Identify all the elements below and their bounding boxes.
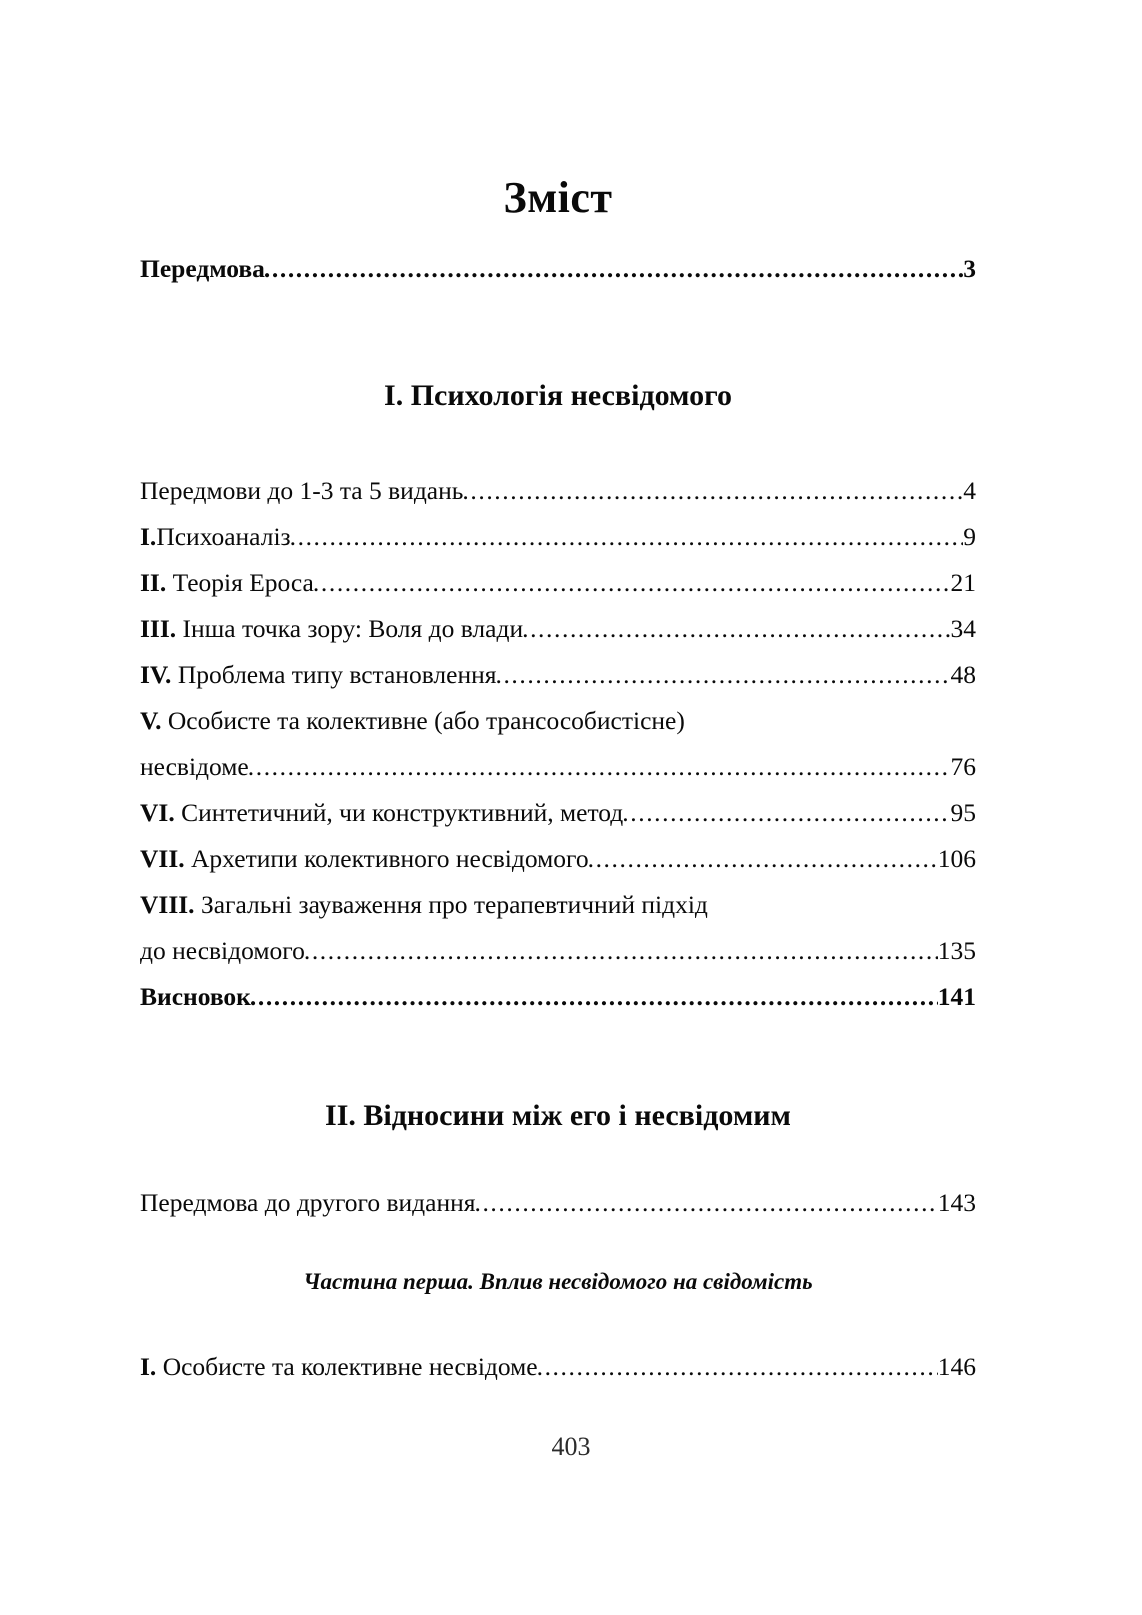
toc-entry-label-continued: до несвідомого xyxy=(140,936,305,965)
toc-entry-label xyxy=(140,1344,538,1390)
toc-entry-numeral: I. xyxy=(140,522,157,551)
toc-entry-title: Загальні зауваження про терапевтичний підхід xyxy=(194,890,708,919)
toc-entry-label xyxy=(140,606,523,652)
toc-entry-line-wrapped xyxy=(140,744,976,790)
toc-entry[interactable] xyxy=(140,514,976,560)
toc-entry[interactable] xyxy=(140,974,976,1020)
toc-entry-line xyxy=(140,606,976,652)
toc-entry-line-wrapped xyxy=(140,928,976,974)
toc-entry-title: Психоаналіз xyxy=(156,522,291,551)
toc-entry-line xyxy=(140,1344,976,1390)
toc-entry-label xyxy=(140,836,589,882)
toc-entry-line xyxy=(140,836,976,882)
dot-leader xyxy=(264,246,963,292)
toc-page-number: 48 xyxy=(950,660,976,689)
toc-entry-line xyxy=(140,652,976,698)
toc-page-number: 146 xyxy=(937,1351,976,1381)
toc-entry[interactable] xyxy=(140,698,976,790)
dot-leader xyxy=(537,1344,938,1390)
toc-entry[interactable] xyxy=(140,882,976,974)
dot-leader xyxy=(250,974,938,1020)
toc-entry-numeral: VI. xyxy=(140,798,175,827)
toc-entry-line xyxy=(140,698,976,744)
part-heading: Частина перша. Вплив несвідомого на свідомість xyxy=(303,1269,813,1294)
toc-entry-line xyxy=(140,974,976,1020)
toc-entry[interactable] xyxy=(140,652,976,698)
toc-page-number: 34 xyxy=(950,614,976,643)
toc-entry-title: Особисте та колективне (або трансособистісне) xyxy=(161,706,685,735)
toc-entry-label xyxy=(140,790,623,836)
toc-entry-label: Передмова до другого видання xyxy=(140,1188,476,1217)
dot-leader xyxy=(248,744,951,790)
dot-leader xyxy=(290,514,964,560)
toc-page-number: 21 xyxy=(950,568,976,597)
toc-entry-title: Інша точка зору: Воля до влади xyxy=(176,614,524,643)
toc-entry-label: Висновок xyxy=(140,982,251,1011)
toc-entry[interactable] xyxy=(140,1180,976,1226)
toc-entry-numeral: I. xyxy=(140,1351,157,1381)
toc-entry-line xyxy=(140,790,976,836)
toc-entry[interactable] xyxy=(140,606,976,652)
toc-entry-title: Проблема типу встановлення xyxy=(171,660,497,689)
toc-entry-title: Теорія Ероса xyxy=(166,568,314,597)
dot-leader xyxy=(462,468,963,514)
toc-entry-line xyxy=(140,246,976,292)
toc-section-1-list xyxy=(140,414,976,1020)
toc-page-number: 135 xyxy=(937,936,976,965)
toc-part-list xyxy=(140,1296,976,1390)
folio-page-number: 403 xyxy=(551,1432,591,1461)
page-title: Зміст xyxy=(503,173,613,222)
toc-entry[interactable] xyxy=(140,468,976,514)
toc-entry[interactable] xyxy=(140,246,976,292)
toc-entry-line xyxy=(140,1180,976,1226)
toc-entry-title: Особисте та колективне несвідоме xyxy=(156,1351,538,1381)
toc-page-number: 143 xyxy=(937,1188,976,1217)
toc-entry-numeral: VIII. xyxy=(140,890,195,919)
toc-entry-label: Передмови до 1-3 та 5 видань xyxy=(140,476,464,505)
toc-entry[interactable] xyxy=(140,836,976,882)
toc-entry-label: Передмова xyxy=(140,254,265,283)
toc-page-number: 4 xyxy=(963,476,976,505)
toc-content xyxy=(140,0,976,1390)
toc-entry-title: Архетипи колективного несвідомого xyxy=(184,844,589,873)
toc-entry-line xyxy=(140,882,976,928)
dot-leader xyxy=(495,652,950,698)
toc-front-matter-list xyxy=(140,220,976,292)
dot-leader xyxy=(474,1180,937,1226)
toc-entry-label xyxy=(140,652,496,698)
toc-page-number: 3 xyxy=(963,254,976,283)
toc-entry-label xyxy=(140,514,291,560)
toc-page-number: 76 xyxy=(950,752,976,781)
dot-leader xyxy=(313,560,951,606)
toc-entry-line xyxy=(140,514,976,560)
section-heading-1: I. Психологія несвідомого xyxy=(384,379,732,412)
toc-page-number: 9 xyxy=(963,522,976,551)
section-heading-2: II. Відносини між его і несвідомим xyxy=(325,1099,791,1132)
toc-entry-numeral: VII. xyxy=(140,844,185,873)
toc-entry-title: Синтетичний, чи конструктивний, метод xyxy=(174,798,624,827)
toc-entry-numeral: III. xyxy=(140,614,177,643)
toc-entry-label xyxy=(140,560,314,606)
toc-page-number: 141 xyxy=(937,982,976,1011)
toc-entry-line xyxy=(140,468,976,514)
toc-entry-numeral: II. xyxy=(140,568,167,597)
toc-page-number: 106 xyxy=(937,844,976,873)
dot-leader xyxy=(588,836,938,882)
toc-entry[interactable] xyxy=(140,790,976,836)
dot-leader xyxy=(522,606,950,652)
dot-leader xyxy=(622,790,950,836)
toc-entry-label-continued: несвідоме xyxy=(140,752,249,781)
toc-page-number: 95 xyxy=(950,798,976,827)
toc-entry-numeral: V. xyxy=(140,706,162,735)
dot-leader xyxy=(304,928,938,974)
toc-entry[interactable] xyxy=(140,1344,976,1390)
toc-entry-numeral: IV. xyxy=(140,660,172,689)
toc-entry-line xyxy=(140,560,976,606)
toc-section-2-list xyxy=(140,1134,976,1226)
toc-entry[interactable] xyxy=(140,560,976,606)
